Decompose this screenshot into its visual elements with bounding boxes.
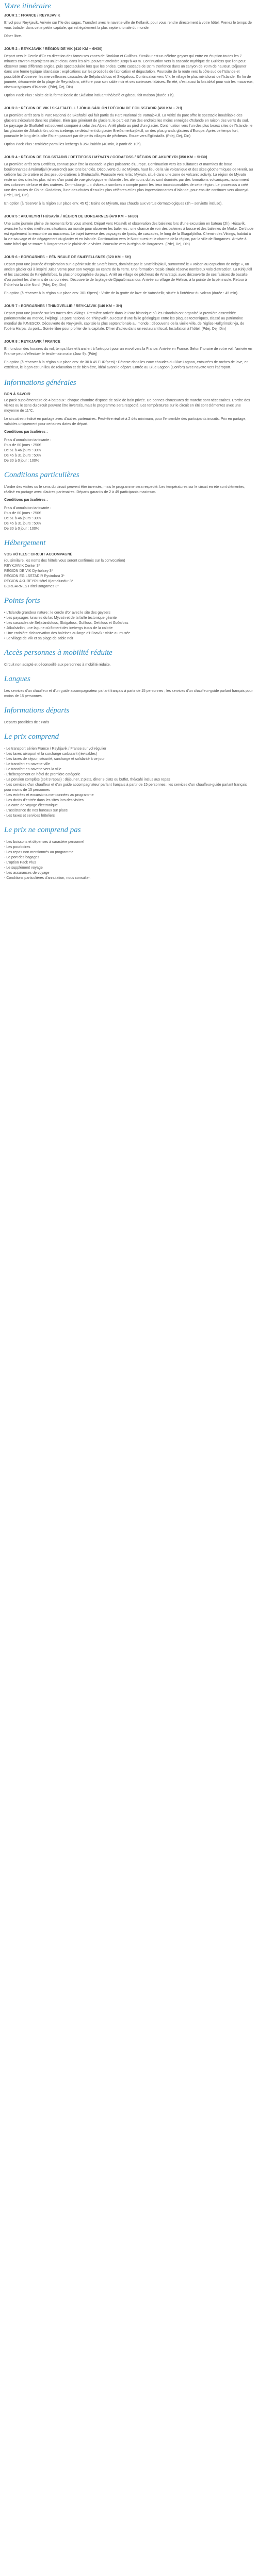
point-item: • Les cascades de Seljalandsfoss, Skógafoss, Gullfoss, Dettifoss et Goðafoss xyxy=(4,621,128,625)
access-title: Accès personnes à mobilité réduite xyxy=(4,649,112,657)
prix-item: - Les services d'un chauffeur et d'un guide accompagnateur parlant français à partir de 15 personnes ; les services d'un chauffeur-guide parlant français pour moins de 15 personnes xyxy=(4,783,247,792)
hotel-item: REYKJAVIK Center 3* xyxy=(4,564,40,568)
point-item: • Jökulsárlón, une lagune où flottent des icebergs issus de la calotte xyxy=(4,626,113,630)
day-title: JOUR 2 : REYKJAVIK / RÉGION DE VIK (410 KM – 6H30) xyxy=(4,47,103,51)
info-title: Informations générales xyxy=(4,379,76,387)
prix-item: - Les taxes aéroport et la surcharge carburant (révisables) xyxy=(4,752,98,756)
bon-a-savoir-label: BON À SAVOIR xyxy=(4,393,30,396)
prix-item: - Le transfert en navette vers la ville xyxy=(4,768,61,771)
conditions-label: Conditions particulières : xyxy=(4,498,48,502)
condition-line: De 30 à 0 jour : 100% xyxy=(4,527,39,531)
prix-item: - Les droits d'entrée dans les sites lors des visites xyxy=(4,799,84,802)
prix-item: - L'hébergement en hôtel de première catégorie xyxy=(4,773,80,776)
day-paragraph: Départ vers le Cercle d'Or en direction des fameuses zones de Strokkur et Gullfoss. Strokkur est un célèbre geyser qui entre en éruption toutes les 7 minutes environ et projetant un jet d'eau dans les airs, pouvant atteindre jusqu'à 40 m. Continuation vers la cascade mythique de Gullfoss que l'on peut observer sous différents angles, puis spectaculaire lors que les ondes. Cette cascade de 32 m s'enfonce dans un canyon de 70 m de hauteur. Déjeuner dans une ferme typique islandaise : explications sur les procédés de fabrication et dégustation. Poursuite de la route vers la côte sud de l'Islande et possibilité d'observer les merveilleuses cascades de Seljalandsfoss et Skógafoss. Continuation vers Vík, le village le plus méridional de l'Islande. En fin de journée, découverte de la plage de Reynisfjara, célèbre pour son sable noir et ses curieuses falaises. En été, c'est aussi la fois idéal pour voir les macareux, oiseaux typiques d'Islande. (Pdej, Dej, Din) xyxy=(4,55,254,89)
day-paragraph: La première arrêt sera Dettifoss, connue pour être la cascade la plus puissante d'Europe. Continuation vers les sulfatares et marmites de boue bouillonnantes à Námafjall (Hverarönd) aux tons bariolés. Découverte du lac Mývatn, haut lieu de la vie volcanique et des sites géothermiques de Hverir, au célèbre lac de cratère et des pseudo-cratères à Skútustaðir. Poursuite vers le lac Mývatn, situé dans une zone de volcanic activity. La région de Mývatn reste un des sites les plus riches d'un point de vue géologique en Islande : les alentours du lac sont dominés par des formations volcaniques, notamment des colonnes de lave et des cratères. Dimmuborgir – « châteaux sombres » compte parmi les lieux incontournables de cette région. Le processus a créé une des routes de Chine. Godafoss, l'une des chutes d'eau les plus célèbres et les plus impressionnantes d'Islande, pour ensuite continuer vers Akureyri. (Pdej, Dej, Din) xyxy=(4,163,253,197)
day-paragraph: Option Pack Plus : croisière parmi les icebergs à Jökulsárlón (40 min, à partir de 10h). xyxy=(4,143,142,146)
point-item: • Le village de Vík et sa plage de sable noir xyxy=(4,637,73,640)
day-paragraph: Dîner libre. xyxy=(4,35,22,38)
access-text: Circuit non adapté et déconseillé aux personnes à mobilité réduite. xyxy=(4,663,111,667)
langues-title: Langues xyxy=(4,675,30,683)
day-paragraph: La première arrêt sera le Parc National de Skaftafell qui fait partie du Parc National de Vatnajökull. La vérité du parc offre le spectacle inoubliable des glaciers s'écoulant dans les plaines. Bien que générant de glaciers, le parc est l'un des endroits les moins enneigés d'Islande en raison des vents du sud. Le paysage de Skaftafell est souvent comparé à celui des Alpes. Arrêt photo au pied d'un glacier. Continuation vers l'un des plus beaux sites de l'Islande, le lac glaciaire de Jökulsárlón, où les icebergs se détachent du glacier Breiðamerkurjökull, un des plus grands glaciers d'Europe. Après ce temps fort, poursuite le long de la côte Est en passant par de petits villages de pêcheurs. Route vers Egilsstaðir. (Pdej, Dej, Din) xyxy=(4,114,253,138)
day-paragraph: Une autre journée pleine de moments forts vous attend. Départ vers Húsavík et observation des baleines lors d'une excursion en bateau (2h). Húsavík, avancée l'une des meilleures situations au monde pour observer les baleines : une chance de voir des baleines à bosse et des baleines de Minke. Certitude est également la rencontre au macareux. Le trajet traverse des paysages de fjords, de cascades, le long de la Skagafjörður. Chemin des Vikings, habitat à la vie sauvage et de dégagement du glacier et en Islande. Continuation vers le Nord-ouest et le charme de la région, par la ville de Borgarnes. Arrivée à votre hôtel qui se trouve à Borgarnes et le plaisir de le visiter. Poursuite vers la région de Borgarnes. (Pdej, Dej, Din) xyxy=(4,222,254,246)
condition-line: Frais d'annulation tarissante : xyxy=(4,506,52,510)
hotel-item: RÉGION DE VIK Dyrhólaey 3* xyxy=(4,569,53,573)
day-title: JOUR 3 : RÉGION DE VIK / SKAFTAFELL / JÖKULSÁRLÓN / RÉGION DE EGILSSTAÐIR (450 KM – 7H) xyxy=(4,107,182,110)
hotels-title: Hébergement xyxy=(4,539,46,547)
condition-line: Frais d'annulation tarissante : xyxy=(4,438,52,442)
day-7 xyxy=(4,304,254,332)
prix-item: - Les taxes de séjour, sécurité, surcharge et solidarité à ce jour xyxy=(4,757,105,761)
condition-line: De 61 à 46 jours : 30% xyxy=(4,449,41,452)
ne-pas-item: - L'option Pack Plus xyxy=(4,861,36,865)
day-3 xyxy=(4,107,254,147)
prix-item: - Le transfert en navette-ville xyxy=(4,762,50,766)
condition-line: De 61 à 46 jours : 30% xyxy=(4,517,41,520)
page xyxy=(0,0,258,881)
page-title: Votre itinéraire xyxy=(4,2,51,10)
day-paragraph: En fonction des horaires du vol, temps libre et transfert à l'aéroport pour un envol vers la France. Arrivée en France. Selon l'horaire de votre vol, l'arrivée en France peut s'effectuer le lendemain matin (Jour 9). (Pdej) xyxy=(4,347,252,356)
itinerary xyxy=(4,14,254,370)
day-paragraph: Envol pour Reykjavik. Arrivée sur l'île des sagas. Transfert avec le navette-ville de Keflavik, pour vous rendre directement à votre hôtel. Prenez le temps de vous balader dans cette petite capitale, qui est également la plus septentrionale du monde. xyxy=(4,21,252,30)
ne-pas-item: - Conditions particulières d'annulation, nous consulter. xyxy=(4,876,91,880)
day-title: JOUR 5 : AKUREYRI / HÚSAVÍK / RÉGION DE BORGARNES (470 KM – 6H30) xyxy=(4,215,138,218)
ne-pas-item: - Les repas non mentionnés au programme xyxy=(4,851,74,854)
departs-text: Départs possibles de : Paris xyxy=(4,721,50,724)
prix-item: - La pension complète (soit 3 repas) : déjeuner, 2 plats, dîner 3 plats ou buffet, thé/café inclus aux repas xyxy=(4,778,170,782)
day-paragraph: Option Pack Plus : Visite de la ferme locale de Skálakot incluant thé/café et gâteau fait maison (durée 1 h). xyxy=(4,94,175,97)
day-title: JOUR 4 : RÉGION DE EGILSSTAÐIR / DETTIFOSS / MÝVATN / GOÐAFOSS / RÉGION DE AKUREYRI (350 KM – 5H30) xyxy=(4,156,207,159)
prix-item: - L'assistance de nos bureaux sur place xyxy=(4,809,68,812)
conditions-section xyxy=(4,485,254,532)
hotel-item: RÉGION EGILSSTAÐIR Eyvindará 3* xyxy=(4,574,64,578)
condition-line: De 45 à 31 jours : 50% xyxy=(4,522,41,526)
ne-pas-item: - Les boissons et dépenses à caractère personnel xyxy=(4,840,84,844)
point-item: • Une croisière d'observation des baleines au large d'Húsavík : visite au musée xyxy=(4,632,131,635)
point-item: • L'Islande grandeur nature : le cercle d'or avec le site des geysers xyxy=(4,611,110,615)
ne-pas-item: - Le port des bagages xyxy=(4,856,40,859)
bon-a-savoir-text: Le pack supplémentaire de 4 bateaux : chaque chambre dispose de salle de bain privée. De bonnes chaussures de marche sont nécessaires. L'ordre des visites ou le sens du circuit peuvent être inversés, mais le programme sera respecté. Les températures sur le circuit en été sont clémentes avec une moyenne de 11°C. xyxy=(4,399,250,413)
day-6 xyxy=(4,256,254,296)
ne-pas-title: Le prix ne comprend pas xyxy=(4,826,81,834)
prix-item: - Les taxes et services hôteliers xyxy=(4,814,55,818)
day-1 xyxy=(4,14,254,39)
departs-title: Informations départs xyxy=(4,706,70,715)
hotel-item: RÉGION AKUREYRI Hótel Kjarnalundur 3* xyxy=(4,580,73,583)
day-title: JOUR 1 : FRANCE / REYKJAVIK xyxy=(4,14,60,18)
prix-item: - La carte de voyage électronique xyxy=(4,804,58,807)
day-paragraph: En option (à réserver à la région sur place env. 45 €) : Bains de Mývatn, eau chaude aux vertus dermatologiques (1h – serviette incluse). xyxy=(4,202,223,206)
ne-pas-item: - Le supplément voyage xyxy=(4,866,43,870)
day-2 xyxy=(4,47,254,98)
day-paragraph: En option (à réserver à la région sur place env. 301 €/pers) : Visite de la grotte de lave de Vatnshellir, située à l'intérieur du volcan (durée : 45 min). xyxy=(4,292,238,295)
hotels-section xyxy=(4,553,254,589)
hotels-sub: (ou similaire, les noms des hôtels vous seront confirmés sur la convocation) xyxy=(4,559,125,563)
points-list xyxy=(4,611,254,641)
langues-text: Les services d'un chauffeur et d'un guide accompagnateur parlant français à partir de 15 personnes ; les services d'un chauffeur-guide parlant français pour moins de 15 personnes. xyxy=(4,689,253,698)
point-item: • Les paysages lunaires du lac Mývatn et de la faille tectonique géante xyxy=(4,616,117,620)
conditions-text: L'ordre des visites ou le sens du circuit peuvent être inversés, mais le programme sera respecté. Les températures sur le circuit en été sont clémentes, réalisé en partage avec d'autres partenaires. Départs garantis de 2 à 49 participants maximum. xyxy=(4,485,246,494)
ne-pas-item: - Les assurances de voyage xyxy=(4,871,50,875)
hotel-item: BORGARNES Hótel Borgarnes 3* xyxy=(4,585,59,588)
condition-line: Plus de 60 jours : 250€ xyxy=(4,444,41,447)
day-title: JOUR 7 : BORGARNES / THINGVELLIR / REYKJAVIK (140 KM – 3H) xyxy=(4,304,122,308)
conditions-title: Conditions particulières xyxy=(4,471,79,479)
ne-pas-list xyxy=(4,840,254,881)
condition-line: Plus de 60 jours : 250€ xyxy=(4,512,41,515)
conditions-label: Conditions particulières : xyxy=(4,430,48,434)
day-paragraph: En option (à réserver à la région sur place env. de 30 à 45 EUR/pers) : Détente dans les eaux chaudes du Blue Lagoon, entourées de roches de lave, en extérieur, le lagon est un lieu de relaxation et de bien-être, idéal avant le départ. Entrée au Blue Lagoon (Confort) avec navette vers l'aéroport. xyxy=(4,361,249,369)
info-intro: Le circuit est réalisé en partage avec d'autres partenaires. Peut-être réalisé à 2 dès minimum, pour l'ensemble des participants inscrits. Prix en partage, valables uniquement pour certaines dates de départ. xyxy=(4,417,247,426)
day-paragraph: Départ pour une journée d'exploration sur la péninsule de Snæfellsnes, dominée par le Snæfellsjökull, surnommé le « volcan au capuchon de neige », un ancien glacier qui à inspiré Jules Verne pour son Voyage au centre de la Terre. Une formation rocale située réserve nombreux vols d'attraction. La Kirkjufell et les cascades de Kirkjufellsfoss, la plus photographiée du pays. Arrêt au village de pêcheurs de Arnarstapi, avec découverte de ses falaises de basalte, d'où partent les chemins de randonnées. Découverte de la plage de Djúpalónssandur. Arrivée au village de Hellnar, à la pointe de la péninsule. Retour à l'hôtel via la côte Nord. (Pdej, Dej, Din) xyxy=(4,263,252,287)
day-5 xyxy=(4,215,254,247)
condition-line: De 45 à 31 jours : 50% xyxy=(4,454,41,457)
day-paragraph: Départ pour une journée sur les traces des Vikings. Première arrivée dans le Parc historique où les Islandais ont organisé la première assemblée parlementaire au monde, l'Alþingi. Le parc national de Thingvellir, au cœur d'une faille géologique entre les plaques tectoniques, classé au patrimoine mondial de l'UNESCO. Découverte de Reykjavík, capitale la plus septentrionale au monde : découverte de la vieille ville, de l'église Hallgrímskirkja, de l'opéra Harpa, du port... Soirée libre pour profiter de la capitale. Dîner d'adieu dans un restaurant local. Installation à l'hôtel. (Pdej, Dej, Din) xyxy=(4,312,245,331)
prix-title: Le prix comprend xyxy=(4,733,59,741)
day-title: JOUR 8 : REYKJAVIK / FRANCE xyxy=(4,340,60,344)
info-section xyxy=(4,393,254,464)
prix-item: - Le transport aérien France / Reykjavik / France sur vol régulier xyxy=(4,747,107,751)
prix-item: - Les entrées et excursions mentionnées au programme xyxy=(4,793,94,797)
hotels-label: VOS HÔTELS : CIRCUIT ACCOMPAGNÉ xyxy=(4,553,73,556)
day-4 xyxy=(4,156,254,207)
condition-line: De 30 à 0 jour : 100% xyxy=(4,459,39,463)
prix-list xyxy=(4,747,254,819)
ne-pas-item: - Les pourboires xyxy=(4,845,30,849)
day-title: JOUR 6 : BORGARNES – PÉNINSULE DE SNÆFELLSNES (320 KM – 5H) xyxy=(4,256,131,259)
day-8 xyxy=(4,340,254,370)
points-title: Points forts xyxy=(4,597,40,605)
